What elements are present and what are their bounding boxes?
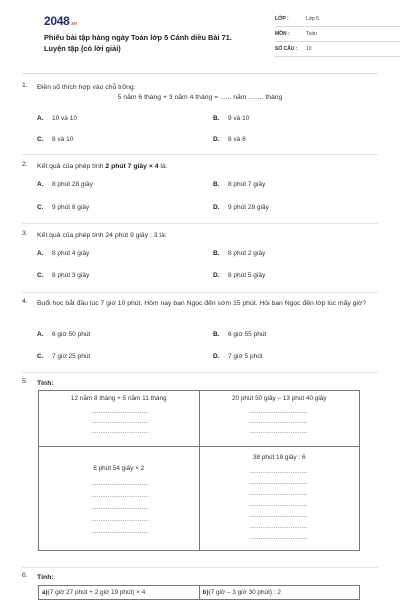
divider bbox=[22, 223, 378, 224]
q6-cell-a[interactable] bbox=[39, 586, 200, 600]
header-divider bbox=[22, 73, 378, 74]
option-text: 8 phút 2 giây bbox=[228, 250, 266, 257]
option-d[interactable] bbox=[213, 204, 269, 211]
option-key: C. bbox=[37, 204, 44, 211]
answer-line: ............................... bbox=[91, 493, 149, 499]
work-cell-2[interactable] bbox=[199, 391, 360, 447]
question-3 bbox=[22, 230, 378, 292]
option-b[interactable] bbox=[213, 250, 265, 257]
option-b[interactable] bbox=[213, 115, 249, 122]
question-number: 2. bbox=[22, 161, 28, 168]
option-key: C. bbox=[37, 272, 44, 279]
question-number: 1. bbox=[22, 82, 28, 89]
option-text: 6 giờ 55 phút bbox=[228, 331, 267, 338]
question-text: Điền số thích hợp vào chỗ trống: bbox=[37, 84, 136, 91]
option-c[interactable] bbox=[37, 272, 89, 279]
option-key: A. bbox=[37, 331, 44, 338]
logo-main: 2048 bbox=[44, 14, 70, 28]
option-text: 7 giờ 5 phút bbox=[228, 353, 263, 360]
divider bbox=[22, 567, 378, 568]
question-text-suffix: là: bbox=[158, 163, 168, 170]
question-6 bbox=[22, 572, 378, 584]
option-key: C. bbox=[37, 353, 44, 360]
question-expression: 5 năm 6 tháng + 3 năm 4 tháng = ...... năm ........ tháng bbox=[117, 94, 283, 101]
sheet-title bbox=[44, 33, 264, 54]
option-text: 8 phút 3 giây bbox=[52, 272, 90, 279]
option-key: D. bbox=[213, 353, 220, 360]
answer-line: ............................... bbox=[249, 535, 308, 541]
option-a[interactable] bbox=[37, 250, 89, 257]
question-label bbox=[37, 378, 378, 389]
meta-subject bbox=[275, 28, 400, 42]
answer-line: ............................... bbox=[91, 481, 149, 487]
option-text: 6 giờ 50 phút bbox=[52, 331, 91, 338]
work-cell-title: 20 phút 50 giây – 13 phút 40 giây bbox=[231, 395, 327, 402]
option-key: B. bbox=[213, 250, 220, 257]
answer-line: ............................... bbox=[249, 409, 308, 415]
answer-line: ............................... bbox=[249, 524, 308, 530]
answer-line: ............................... bbox=[91, 429, 149, 435]
sheet-title-line2: Luyện tập (có lời giải) bbox=[44, 43, 121, 53]
question-number: 5. bbox=[22, 378, 28, 385]
question-text: Buổi học bắt đầu lúc 7 giờ 10 phút. Hôm nay bạn Ngọc đến sớm 15 phút. Hỏi bạn Ngọc đến lớp lúc mấy giờ? bbox=[37, 300, 367, 307]
divider bbox=[22, 292, 378, 293]
q6-table bbox=[38, 585, 360, 600]
option-text: 9 phút 8 giây bbox=[52, 204, 90, 211]
header bbox=[22, 0, 378, 74]
option-text: 8 phút 28 giây bbox=[52, 181, 93, 188]
q6-cell-text: (7 giờ 27 phút + 2 giờ 19 phút) × 4 bbox=[47, 589, 146, 596]
question-text-prefix: Kết quả của phép tính bbox=[37, 163, 106, 170]
meta-count bbox=[275, 43, 400, 57]
option-key: A. bbox=[37, 115, 44, 122]
option-text: 7 giờ 25 phút bbox=[52, 353, 91, 360]
question-1 bbox=[22, 82, 378, 158]
work-cell-title: 8 phút 54 giây × 2 bbox=[93, 465, 145, 472]
option-key: A. bbox=[37, 250, 44, 257]
meta-subject-label: MÔN : bbox=[275, 31, 290, 37]
divider bbox=[22, 154, 378, 155]
answer-line: ............................... bbox=[249, 419, 308, 425]
option-c[interactable] bbox=[37, 353, 90, 360]
option-key: B. bbox=[213, 331, 220, 338]
answer-line: ............................... bbox=[249, 491, 308, 497]
option-text: 8 phút 4 giây bbox=[52, 250, 90, 257]
option-b[interactable] bbox=[213, 181, 265, 188]
option-key: B. bbox=[213, 181, 220, 188]
answer-line: ............................... bbox=[249, 429, 308, 435]
question-5 bbox=[22, 378, 378, 390]
q6-cell-b[interactable] bbox=[199, 586, 360, 600]
meta-grade-value: Lớp 5 bbox=[306, 16, 320, 22]
option-d[interactable] bbox=[213, 272, 265, 279]
option-key: A. bbox=[37, 181, 44, 188]
option-a[interactable] bbox=[37, 331, 90, 338]
q6-cell-text: (7 giờ – 3 giờ 30 phút) : 2 bbox=[208, 589, 281, 596]
q6-cell-key: a) bbox=[42, 589, 48, 596]
answer-line: ............................... bbox=[91, 505, 149, 511]
question-number: 4. bbox=[22, 298, 28, 305]
option-a[interactable] bbox=[37, 181, 93, 188]
answer-line: ............................... bbox=[249, 502, 308, 508]
question-label-bold: Tính: bbox=[37, 574, 54, 581]
option-a[interactable] bbox=[37, 115, 77, 122]
work-cell-3[interactable] bbox=[39, 447, 200, 551]
question-4 bbox=[22, 298, 378, 368]
answer-line: ............................... bbox=[249, 513, 308, 519]
option-key: D. bbox=[213, 136, 220, 143]
option-c[interactable] bbox=[37, 136, 73, 143]
divider bbox=[22, 372, 378, 373]
answer-line: ............................... bbox=[249, 469, 308, 475]
meta-subject-value: Toán bbox=[306, 31, 317, 37]
logo-suffix: .vn bbox=[70, 21, 77, 27]
work-table bbox=[38, 390, 360, 551]
answer-line: ............................... bbox=[91, 419, 149, 425]
option-c[interactable] bbox=[37, 204, 89, 211]
option-d[interactable] bbox=[213, 353, 263, 360]
option-d[interactable] bbox=[213, 136, 246, 143]
option-text: 9 và 10 bbox=[228, 115, 250, 122]
sheet-title-line1: Phiếu bài tập hàng ngày Toán lớp 5 Cánh diều Bài 71. bbox=[44, 33, 232, 42]
option-text: 8 và 10 bbox=[52, 136, 74, 143]
meta-grade-label: LỚP : bbox=[275, 16, 289, 22]
option-key: D. bbox=[213, 272, 220, 279]
option-text: 8 và 8 bbox=[228, 136, 246, 143]
answer-line: ............................... bbox=[91, 517, 149, 523]
question-number: 3. bbox=[22, 230, 28, 237]
question-label bbox=[37, 572, 378, 583]
work-cell-1[interactable] bbox=[39, 391, 200, 447]
option-text: 8 phút 5 giây bbox=[228, 272, 266, 279]
question-text-bold: 2 phút 7 giây × 4 bbox=[105, 163, 159, 170]
option-b[interactable] bbox=[213, 331, 266, 338]
answer-line: ............................... bbox=[91, 529, 149, 535]
meta-count-label: SỐ CÂU : bbox=[275, 46, 298, 52]
q6-cell-key: b) bbox=[202, 589, 209, 596]
work-cell-title: 12 năm 8 tháng + 5 năm 11 tháng bbox=[70, 395, 167, 402]
question-number: 6. bbox=[22, 572, 28, 579]
option-key: D. bbox=[213, 204, 220, 211]
option-key: B. bbox=[213, 115, 220, 122]
answer-line: ............................... bbox=[249, 480, 308, 486]
question-text: Kết quả của phép tính 24 phút 9 giây : 3 là: bbox=[37, 232, 167, 239]
option-text: 9 phút 28 giây bbox=[228, 204, 269, 211]
meta-count-value: 10 bbox=[306, 46, 312, 52]
option-text: 10 và 10 bbox=[52, 115, 77, 122]
question-text bbox=[37, 161, 378, 172]
logo bbox=[44, 14, 77, 28]
work-cell-title: 38 phút 18 giây : 6 bbox=[252, 454, 306, 461]
question-label-bold: Tính: bbox=[37, 380, 54, 387]
option-key: C. bbox=[37, 136, 44, 143]
answer-line: ............................... bbox=[91, 409, 149, 415]
option-text: 8 phút 7 giây bbox=[228, 181, 266, 188]
work-cell-4[interactable] bbox=[199, 447, 360, 551]
question-2 bbox=[22, 161, 378, 223]
meta-grade bbox=[275, 13, 400, 27]
